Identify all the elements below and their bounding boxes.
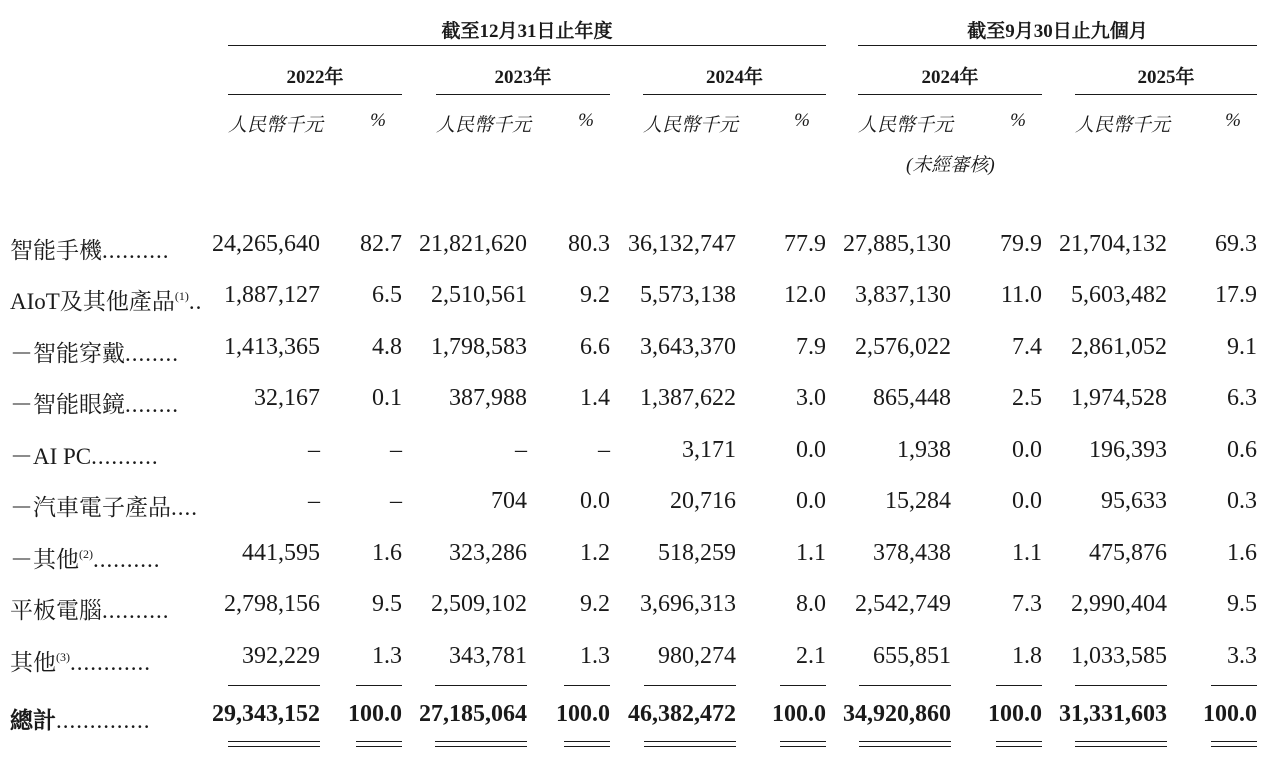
unit-rmb-label: 人民幣千元	[1075, 115, 1171, 136]
amount-cell: 95,633	[1101, 488, 1167, 514]
amount-cell: 343,781	[449, 643, 527, 669]
percent-cell: 79.9	[1000, 231, 1042, 257]
total-percent-cell: 100.0	[772, 701, 826, 727]
amount-cell: 441,595	[242, 540, 320, 566]
total-label	[10, 702, 195, 735]
row-label-text: －智能穿戴	[10, 341, 125, 366]
subtotal-rule	[564, 685, 610, 686]
row-label-text: AIoT及其他產品	[10, 289, 175, 314]
amount-cell: 21,704,132	[1059, 231, 1167, 257]
amount-cell: 1,413,365	[224, 334, 320, 360]
double-underline	[1075, 741, 1167, 742]
divider	[228, 94, 402, 95]
row-label	[10, 232, 195, 265]
percent-cell: 17.9	[1215, 282, 1257, 308]
amount-cell: –	[308, 488, 320, 514]
total-label-text: 總計	[10, 708, 56, 733]
unit-rmb-label: 人民幣千元	[228, 115, 324, 136]
row-label-text: 其他	[10, 650, 56, 675]
amount-cell: 1,798,583	[431, 334, 527, 360]
leader-dots: ........	[125, 341, 179, 366]
divider	[643, 94, 826, 95]
percent-cell: –	[598, 437, 610, 463]
double-underline	[228, 746, 320, 747]
percent-cell: –	[390, 488, 402, 514]
subtotal-rule	[435, 685, 527, 686]
leader-dots: ....	[171, 495, 198, 520]
percent-cell: 12.0	[784, 282, 826, 308]
unit-rmb-label: 人民幣千元	[643, 115, 739, 136]
percent-cell: 0.0	[796, 437, 826, 463]
percent-cell: 6.6	[580, 334, 610, 360]
percent-cell: 2.5	[1012, 385, 1042, 411]
percent-cell: 9.2	[580, 282, 610, 308]
double-underline	[859, 741, 951, 742]
amount-cell: 865,448	[873, 385, 951, 411]
leader-dots: ..............	[56, 708, 151, 733]
percent-cell: 9.5	[372, 591, 402, 617]
year-header: 2024年	[921, 67, 979, 88]
amount-cell: 392,229	[242, 643, 320, 669]
double-underline	[996, 746, 1042, 747]
percent-cell: 0.0	[796, 488, 826, 514]
percent-cell: 1.3	[580, 643, 610, 669]
percent-cell: 0.3	[1227, 488, 1257, 514]
row-label	[10, 335, 195, 368]
row-label	[10, 592, 195, 625]
unit-pct-label: %	[1010, 110, 1026, 131]
unit-pct-label: %	[794, 110, 810, 131]
percent-cell: 1.1	[1012, 540, 1042, 566]
amount-cell: 1,387,622	[640, 385, 736, 411]
amount-cell: 1,887,127	[224, 282, 320, 308]
group-header-annual: 截至12月31日止年度	[441, 21, 613, 42]
subtotal-rule	[780, 685, 826, 686]
double-underline	[356, 741, 402, 742]
total-percent-cell: 100.0	[556, 701, 610, 727]
row-label-text: 智能手機	[10, 238, 102, 263]
percent-cell: 7.9	[796, 334, 826, 360]
percent-cell: 3.0	[796, 385, 826, 411]
leader-dots: ........	[125, 392, 179, 417]
leader-dots: ..........	[93, 547, 161, 572]
double-underline	[644, 746, 736, 747]
row-label-text: 平板電腦	[10, 598, 102, 623]
leader-dots: ..	[188, 289, 203, 314]
subtotal-rule	[1075, 685, 1167, 686]
amount-cell: 20,716	[670, 488, 736, 514]
divider	[228, 45, 826, 46]
total-percent-cell: 100.0	[988, 701, 1042, 727]
row-label	[10, 283, 203, 316]
divider	[1075, 94, 1257, 95]
percent-cell: –	[390, 437, 402, 463]
amount-cell: 378,438	[873, 540, 951, 566]
amount-cell: 21,821,620	[419, 231, 527, 257]
double-underline	[435, 746, 527, 747]
amount-cell: 1,974,528	[1071, 385, 1167, 411]
amount-cell: 5,573,138	[640, 282, 736, 308]
year-header: 2025年	[1137, 67, 1195, 88]
double-underline	[996, 741, 1042, 742]
percent-cell: 1.8	[1012, 643, 1042, 669]
double-underline	[780, 741, 826, 742]
amount-cell: 655,851	[873, 643, 951, 669]
percent-cell: 0.0	[1012, 488, 1042, 514]
divider	[858, 94, 1042, 95]
amount-cell: 323,286	[449, 540, 527, 566]
amount-cell: 24,265,640	[212, 231, 320, 257]
group-header-nine-months: 截至9月30日止九個月	[967, 21, 1148, 42]
leader-dots: ..........	[91, 444, 159, 469]
footnote-marker: (1)	[174, 289, 189, 303]
amount-cell: 3,696,313	[640, 591, 736, 617]
subtotal-rule	[644, 685, 736, 686]
amount-cell: 2,542,749	[855, 591, 951, 617]
percent-cell: 80.3	[568, 231, 610, 257]
percent-cell: 9.2	[580, 591, 610, 617]
subtotal-rule	[996, 685, 1042, 686]
unit-pct-label: %	[1225, 110, 1241, 131]
amount-cell: 1,938	[897, 437, 951, 463]
percent-cell: 6.5	[372, 282, 402, 308]
percent-cell: 9.5	[1227, 591, 1257, 617]
amount-cell: 2,576,022	[855, 334, 951, 360]
double-underline	[356, 746, 402, 747]
percent-cell: 77.9	[784, 231, 826, 257]
footnote-marker: (2)	[79, 547, 93, 561]
total-amount-cell: 34,920,860	[843, 701, 951, 727]
double-underline	[1211, 741, 1257, 742]
amount-cell: –	[308, 437, 320, 463]
percent-cell: 0.0	[1012, 437, 1042, 463]
year-header: 2022年	[286, 67, 344, 88]
leader-dots: ..........	[102, 598, 170, 623]
amount-cell: 387,988	[449, 385, 527, 411]
percent-cell: 0.6	[1227, 437, 1257, 463]
amount-cell: 2,510,561	[431, 282, 527, 308]
subtotal-rule	[228, 685, 320, 686]
percent-cell: 1.3	[372, 643, 402, 669]
percent-cell: 2.1	[796, 643, 826, 669]
double-underline	[564, 746, 610, 747]
row-label-text: －其他	[10, 547, 79, 572]
percent-cell: 82.7	[360, 231, 402, 257]
amount-cell: 15,284	[885, 488, 951, 514]
double-underline	[435, 741, 527, 742]
divider	[436, 94, 610, 95]
amount-cell: 5,603,482	[1071, 282, 1167, 308]
amount-cell: 3,643,370	[640, 334, 736, 360]
total-amount-cell: 46,382,472	[628, 701, 736, 727]
double-underline	[1211, 746, 1257, 747]
percent-cell: 1.6	[372, 540, 402, 566]
amount-cell: 2,861,052	[1071, 334, 1167, 360]
percent-cell: 1.2	[580, 540, 610, 566]
subtotal-rule	[859, 685, 951, 686]
unit-pct-label: %	[370, 110, 386, 131]
percent-cell: 0.0	[580, 488, 610, 514]
double-underline	[1075, 746, 1167, 747]
subtotal-rule	[356, 685, 402, 686]
amount-cell: 32,167	[254, 385, 320, 411]
double-underline	[780, 746, 826, 747]
row-label	[10, 438, 195, 471]
year-header: 2023年	[494, 67, 552, 88]
row-label	[10, 644, 195, 677]
percent-cell: 0.1	[372, 385, 402, 411]
amount-cell: 3,837,130	[855, 282, 951, 308]
row-label	[10, 541, 195, 574]
total-amount-cell: 27,185,064	[419, 701, 527, 727]
row-label-text: －汽車電子產品	[10, 495, 171, 520]
percent-cell: 8.0	[796, 591, 826, 617]
amount-cell: 36,132,747	[628, 231, 736, 257]
row-label	[10, 489, 198, 522]
total-percent-cell: 100.0	[348, 701, 402, 727]
amount-cell: –	[515, 437, 527, 463]
total-amount-cell: 29,343,152	[212, 701, 320, 727]
percent-cell: 3.3	[1227, 643, 1257, 669]
percent-cell: 7.4	[1012, 334, 1042, 360]
row-label-text: －智能眼鏡	[10, 392, 125, 417]
double-underline	[564, 741, 610, 742]
amount-cell: 196,393	[1089, 437, 1167, 463]
double-underline	[859, 746, 951, 747]
amount-cell: 518,259	[658, 540, 736, 566]
unaudited-label: (未經審核)	[906, 155, 995, 176]
amount-cell: 1,033,585	[1071, 643, 1167, 669]
amount-cell: 27,885,130	[843, 231, 951, 257]
year-header: 2024年	[705, 67, 763, 88]
subtotal-rule	[1211, 685, 1257, 686]
leader-dots: ..........	[102, 238, 170, 263]
percent-cell: 1.1	[796, 540, 826, 566]
footnote-marker: (3)	[56, 650, 70, 664]
divider	[858, 45, 1257, 46]
row-label-text: －AI PC	[10, 444, 92, 469]
amount-cell: 2,509,102	[431, 591, 527, 617]
double-underline	[228, 741, 320, 742]
percent-cell: 6.3	[1227, 385, 1257, 411]
percent-cell: 69.3	[1215, 231, 1257, 257]
unit-rmb-label: 人民幣千元	[858, 115, 954, 136]
total-amount-cell: 31,331,603	[1059, 701, 1167, 727]
amount-cell: 2,798,156	[224, 591, 320, 617]
percent-cell: 1.4	[580, 385, 610, 411]
amount-cell: 980,274	[658, 643, 736, 669]
percent-cell: 11.0	[1000, 282, 1042, 308]
leader-dots: ............	[70, 650, 151, 675]
total-percent-cell: 100.0	[1203, 701, 1257, 727]
unit-rmb-label: 人民幣千元	[436, 115, 532, 136]
amount-cell: 2,990,404	[1071, 591, 1167, 617]
row-label	[10, 386, 195, 419]
amount-cell: 3,171	[682, 437, 736, 463]
percent-cell: 9.1	[1227, 334, 1257, 360]
percent-cell: 1.6	[1227, 540, 1257, 566]
percent-cell: 4.8	[372, 334, 402, 360]
amount-cell: 475,876	[1089, 540, 1167, 566]
amount-cell: 704	[491, 488, 527, 514]
unit-pct-label: %	[578, 110, 594, 131]
double-underline	[644, 741, 736, 742]
percent-cell: 7.3	[1012, 591, 1042, 617]
